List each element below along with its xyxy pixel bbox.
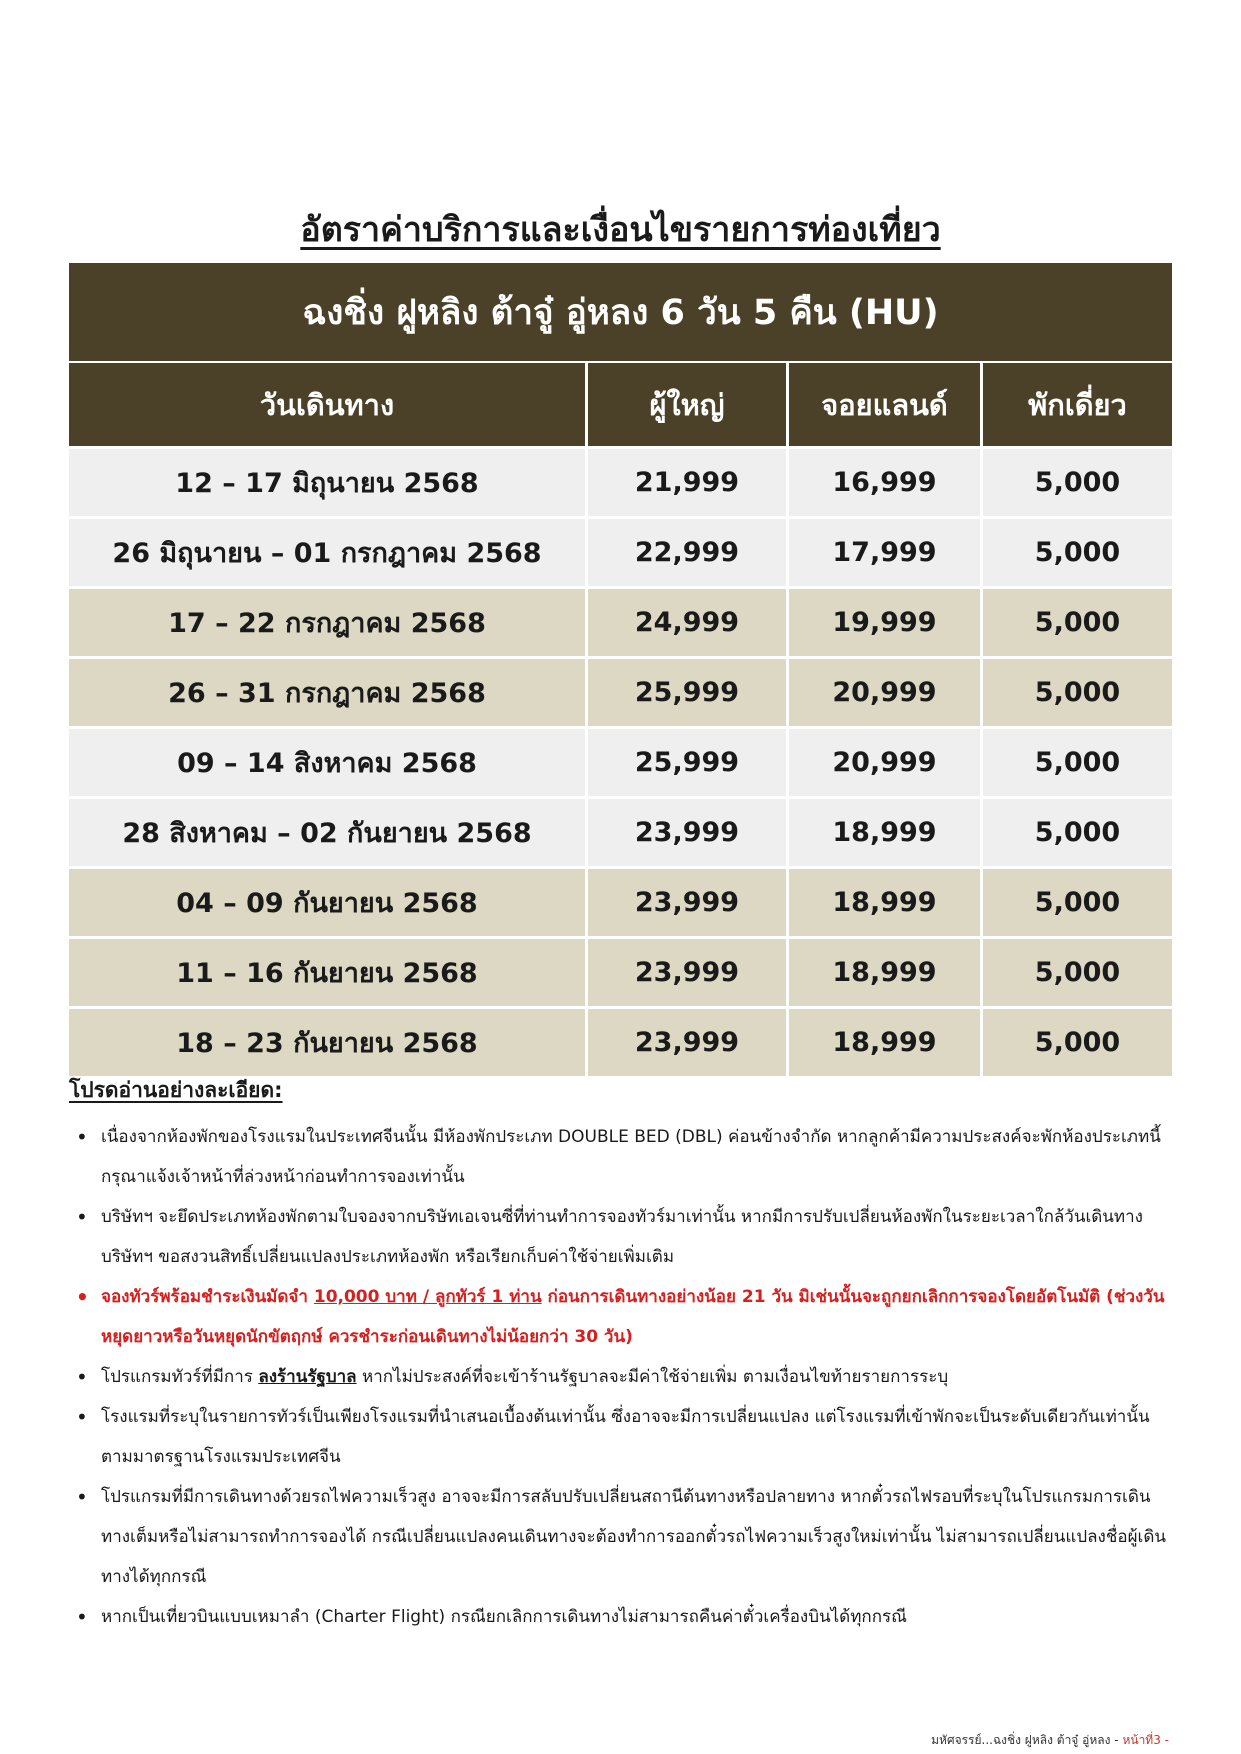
cell-joinland: 17,999 — [789, 519, 980, 586]
note-text: หากไม่ประสงค์ที่จะเข้าร้านรัฐบาลจะมีค่าใช้จ่ายเพิ่ม ตามเงื่อนไขท้ายรายการระบุ — [356, 1367, 949, 1387]
cell-date: 12 – 17 มิถุนายน 2568 — [69, 449, 585, 516]
notes-title: โปรดอ่านอย่างละเอียด: — [69, 1078, 283, 1102]
cell-date: 18 – 23 กันยายน 2568 — [69, 1009, 585, 1076]
table-row — [69, 659, 1172, 726]
page-title: อัตราค่าบริการและเงื่อนไขรายการท่องเที่ยว — [300, 210, 941, 250]
cell-joinland: 20,999 — [789, 659, 980, 726]
cell-adult: 23,999 — [588, 939, 786, 1006]
cell-single: 5,000 — [983, 1009, 1172, 1076]
header-joinland: จอยแลนด์ — [789, 363, 980, 446]
note-text: เนื่องจากห้องพักของโรงแรมในประเทศจีนนั้น มีห้องพักประเภท DOUBLE BED (DBL) ค่อนข้างจำกัด หากลูกค้ามีความประสงค์จะพักห้องประเภทนี้ กรุณาแจ้งเจ้าหน้าที่ล่วงหน้าก่อนทำการจองเท่านั้น — [101, 1127, 1161, 1187]
table-row — [69, 729, 1172, 796]
footer-text: มหัศจรรย์...ฉงชิ่ง ฝูหลิง ต้าจู๋ อู่หลง - — [931, 1733, 1123, 1747]
cell-date: 26 มิถุนายน – 01 กรกฎาคม 2568 — [69, 519, 585, 586]
list-item — [69, 1117, 1172, 1197]
cell-adult: 23,999 — [588, 869, 786, 936]
price-table — [69, 363, 1172, 1079]
note-text: หากเป็นเที่ยวบินแบบเหมาลำ (Charter Flight) กรณียกเลิกการเดินทางไม่สามารถคืนค่าตั๋วเครื่องบินได้ทุกกรณี — [101, 1607, 907, 1627]
bullet-icon: • — [76, 1125, 88, 1149]
cell-adult: 23,999 — [588, 1009, 786, 1076]
note-text: บริษัทฯ จะยึดประเภทห้องพักตามใบจองจากบริษัทเอเจนซี่ที่ท่านทำการจองทัวร์มาเท่านั้น หากมีการปรับเปลี่ยนห้องพักในระยะเวลาใกล้วันเดินทาง บริษัทฯ ขอสงวนสิทธิ์เปลี่ยนแปลงประเภทห้องพัก หรือเรียกเก็บค่าใช้จ่ายเพิ่มเติม — [101, 1207, 1143, 1267]
cell-adult: 21,999 — [588, 449, 786, 516]
table-row — [69, 1009, 1172, 1076]
cell-joinland: 18,999 — [789, 1009, 980, 1076]
cell-adult: 25,999 — [588, 729, 786, 796]
header-adult: ผู้ใหญ่ — [588, 363, 786, 446]
list-item — [69, 1597, 1172, 1637]
cell-date: 09 – 14 สิงหาคม 2568 — [69, 729, 585, 796]
note-text: จองทัวร์พร้อมชำระเงินมัดจำ — [101, 1287, 314, 1307]
header-single: พักเดี่ยว — [983, 363, 1172, 446]
cell-single: 5,000 — [983, 869, 1172, 936]
cell-single: 5,000 — [983, 519, 1172, 586]
cell-date: 26 – 31 กรกฎาคม 2568 — [69, 659, 585, 726]
table-row — [69, 519, 1172, 586]
bullet-icon: • — [76, 1205, 88, 1229]
cell-date: 04 – 09 กันยายน 2568 — [69, 869, 585, 936]
note-text: โปรแกรมทัวร์ที่มีการ — [101, 1367, 259, 1387]
cell-joinland: 16,999 — [789, 449, 980, 516]
table-row — [69, 449, 1172, 516]
cell-single: 5,000 — [983, 589, 1172, 656]
header-date: วันเดินทาง — [69, 363, 585, 446]
bullet-icon: • — [76, 1405, 88, 1429]
table-header-row — [69, 363, 1172, 446]
note-text: โรงแรมที่ระบุในรายการทัวร์เป็นเพียงโรงแรมที่นำเสนอเบื้องต้นเท่านั้น ซึ่งอาจจะมีการเปลี่ยนแปลง แต่โรงแรมที่เข้าพักจะเป็นระดับเดียวกันเท่านั้น ตามมาตรฐานโรงแรมประเทศจีน — [101, 1407, 1150, 1467]
cell-joinland: 18,999 — [789, 939, 980, 1006]
bullet-icon: • — [76, 1485, 88, 1509]
cell-single: 5,000 — [983, 659, 1172, 726]
cell-joinland: 18,999 — [789, 799, 980, 866]
page-footer — [931, 1731, 1169, 1750]
cell-single: 5,000 — [983, 799, 1172, 866]
cell-date: 11 – 16 กันยายน 2568 — [69, 939, 585, 1006]
list-item — [69, 1397, 1172, 1477]
list-item — [69, 1357, 1172, 1397]
list-item — [69, 1197, 1172, 1277]
list-item — [69, 1477, 1172, 1597]
table-row — [69, 589, 1172, 656]
tour-name-banner: ฉงชิ่ง ฝูหลิง ต้าจู๋ อู่หลง 6 วัน 5 คืน (HU) — [69, 263, 1172, 361]
cell-single: 5,000 — [983, 729, 1172, 796]
list-item — [69, 1277, 1172, 1357]
table-row — [69, 869, 1172, 936]
table-row — [69, 799, 1172, 866]
cell-adult: 22,999 — [588, 519, 786, 586]
page-number: หน้าที่3 - — [1122, 1733, 1169, 1747]
note-text: โปรแกรมที่มีการเดินทางด้วยรถไฟความเร็วสูง อาจจะมีการสลับปรับเปลี่ยนสถานีต้นทางหรือปลายทาง หากตั๋วรถไฟรอบที่ระบุในโปรแกรมการเดินทางเต็มหรือไม่สามารถทำการจองได้ กรณีเปลี่ยนแปลงคนเดินทางจะต้องทำการออกตั๋วรถไฟความเร็วสูงใหม่เท่านั้น ไม่สามารถเปลี่ยนแปลงชื่อผู้เดินทางได้ทุกกรณี — [101, 1487, 1167, 1587]
cell-adult: 24,999 — [588, 589, 786, 656]
notes-list — [69, 1117, 1172, 1637]
bullet-icon: • — [76, 1365, 88, 1389]
cell-date: 17 – 22 กรกฎาคม 2568 — [69, 589, 585, 656]
bullet-icon: • — [76, 1285, 89, 1309]
cell-date: 28 สิงหาคม – 02 กันยายน 2568 — [69, 799, 585, 866]
bullet-icon: • — [76, 1605, 88, 1629]
cell-single: 5,000 — [983, 449, 1172, 516]
gov-shop-text: ลงร้านรัฐบาล — [258, 1367, 357, 1387]
cell-joinland: 20,999 — [789, 729, 980, 796]
table-row — [69, 939, 1172, 1006]
note-text: ก่อนการเดินทางอย่างน้อย 21 วัน มิเช่นนั้นจะถูกยกเลิกการจองโดยอัตโนมัติ (ช่วงวันหยุดยาวหรือวันหยุดนักขัตฤกษ์ ควรชำระก่อนเดินทางไม่น้อยกว่า 30 วัน) — [101, 1287, 1165, 1347]
cell-joinland: 18,999 — [789, 869, 980, 936]
deposit-amount: 10,000 บาท / ลูกทัวร์ 1 ท่าน — [313, 1287, 542, 1307]
cell-joinland: 19,999 — [789, 589, 980, 656]
cell-adult: 23,999 — [588, 799, 786, 866]
cell-adult: 25,999 — [588, 659, 786, 726]
cell-single: 5,000 — [983, 939, 1172, 1006]
